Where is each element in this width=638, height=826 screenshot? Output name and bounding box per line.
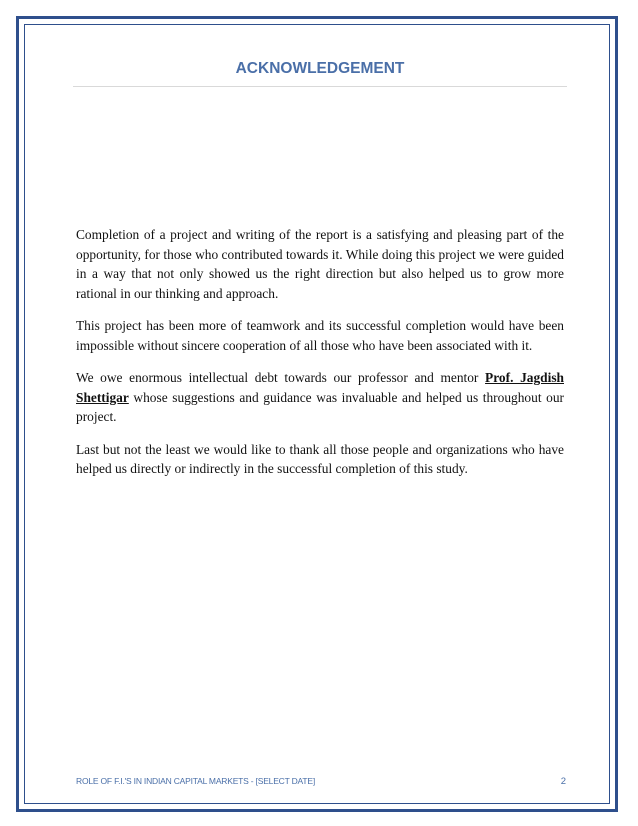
heading-divider bbox=[73, 86, 567, 87]
paragraph-3-rest: whose suggestions and guidance was invaluable and helped us throughout our project. bbox=[76, 389, 564, 424]
page-title: ACKNOWLEDGEMENT bbox=[235, 60, 405, 77]
page-number: 2 bbox=[560, 776, 566, 787]
mentor-name: Prof. Jagdish Shettigar bbox=[76, 370, 564, 405]
footer-title: ROLE OF F.I.'S IN INDIAN CAPITAL MARKETS - [SELECT DATE] bbox=[76, 776, 316, 786]
paragraph-2: This project has been more of teamwork and its successful completion would have been impossible without sincere cooperation of all those who have been associated with it. bbox=[76, 318, 564, 353]
acknowledgement-body bbox=[76, 225, 564, 492]
paragraph-4: Last but not the least we would like to thank all those people and organizations who have helped us directly or indirectly in the successful completion of this study. bbox=[76, 441, 564, 476]
paragraph-1: Completion of a project and writing of the report is a satisfying and pleasing part of the opportunity, for those who contributed towards it. While doing this project we were guided in a way that not only showed us the right direction but also helped us to grow more rational in our thinking and approach. bbox=[76, 227, 564, 301]
paragraph-3 bbox=[76, 368, 564, 427]
paragraph-3-intro: We owe enormous intellectual debt towards our professor and mentor bbox=[76, 370, 486, 385]
page-footer bbox=[76, 776, 566, 790]
